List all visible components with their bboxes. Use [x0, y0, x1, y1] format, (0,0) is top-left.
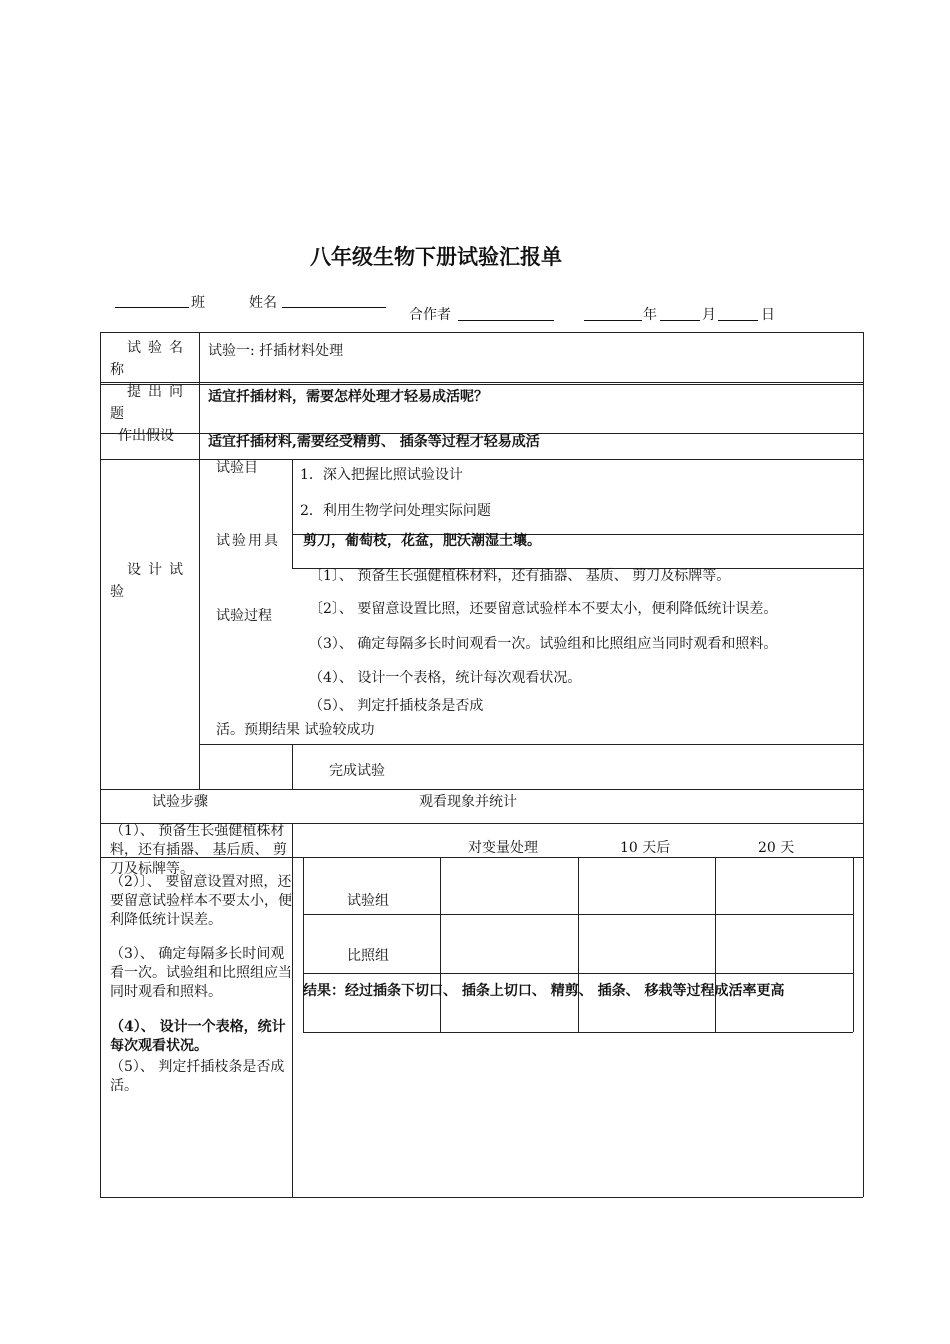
tools-value: 剪刀，葡萄枝，花盆，肥沃潮湿土壤。 [303, 533, 541, 549]
day-blank[interactable] [718, 320, 758, 321]
question-label-2: 题 [110, 406, 124, 422]
name-label: 姓名 [249, 295, 277, 311]
partner-label: 合作者 [409, 307, 451, 323]
purpose-item-2: 2．利用生物学问处理实际问题 [300, 503, 491, 519]
hypothesis-label: 作出假设 [118, 428, 174, 444]
process-step: （5）、 判定扦插枝条是否成 [309, 698, 484, 714]
year-blank[interactable] [584, 320, 642, 321]
col-header-treatment: 对变量处理 [468, 840, 538, 856]
exp-name-label-2: 称 [110, 362, 124, 378]
month-blank[interactable] [660, 320, 700, 321]
left-step: （5）、 判定扦插枝条是否成活。 [110, 1059, 285, 1094]
month-label: 月 [702, 307, 716, 323]
process-step: （4）、 设计一个表格，统计每次观看状况。 [309, 670, 582, 686]
col-header-20-days: 20 天 [758, 840, 795, 856]
process-step: （3）、 确定每隔多长时间观看一次。试验组和比照组应当同时观看和照料。 [309, 636, 778, 652]
year-label: 年 [643, 307, 657, 323]
tools-label: 试验用具 [216, 533, 280, 549]
expected-result: 活。预期结果 试验较成功 [216, 722, 375, 738]
page-title: 八年级生物下册试验汇报单 [310, 245, 562, 269]
class-blank[interactable] [115, 307, 189, 308]
hypothesis-value: 适宜扦插材料,需要经受精剪、 插条等过程才轻易成活 [208, 434, 540, 450]
class-label: 班 [191, 295, 205, 311]
question-label: 提出问 [127, 384, 190, 400]
row-label-experimental: 试验组 [347, 893, 389, 909]
left-step: （3）、 确定每隔多长时间观看一次。试验组和比照组应当同时观看和照料。 [110, 946, 292, 1000]
complete-text: 完成试验 [329, 763, 385, 779]
left-step: （2）〕、 要留意设置对照，还要留意试验样本不要太小，便利降低统计误差。 [110, 874, 292, 928]
row-label-control: 比照组 [347, 948, 389, 964]
left-step: （4）、 设计一个表格，统计每次观看状况。 [110, 1019, 286, 1054]
purpose-label: 试验目 [216, 460, 258, 476]
process-step: 〔1〕、 预备生长强健植株材料，还有插器、 基质、 剪刀及标牌等。 [309, 568, 731, 584]
process-label: 试验过程 [216, 608, 272, 624]
design-label-2: 验 [110, 584, 124, 600]
design-label: 设计试 [127, 562, 190, 578]
exp-name-label: 试验名 [127, 340, 190, 356]
exp-name-value: 试验一: 扦插材料处理 [208, 343, 344, 359]
col-header-10-days: 10 天后 [620, 840, 671, 856]
name-blank[interactable] [282, 307, 386, 308]
process-step: 〔2〕、 要留意设置比照，还要留意试验样本不要太小，便利降低统计误差。 [309, 601, 778, 617]
left-step: （1）、 预备生长强健植株材料，还有插器、 基后质、 剪刀及标牌等。 [110, 823, 287, 877]
purpose-item-1: 1．深入把握比照试验设计 [300, 467, 463, 483]
observe-label: 观看现象并统计 [419, 794, 517, 810]
question-value: 适宜扦插材料，需要怎样处理才轻易成活呢？ [208, 389, 488, 405]
day-label: 日 [761, 307, 775, 323]
result-text: 结果：经过插条下切口、 插条上切口、 精剪、 插条、 移栽等过程成活率更高 [303, 983, 785, 999]
steps-label: 试验步骤 [152, 794, 208, 810]
partner-blank[interactable] [458, 320, 554, 321]
